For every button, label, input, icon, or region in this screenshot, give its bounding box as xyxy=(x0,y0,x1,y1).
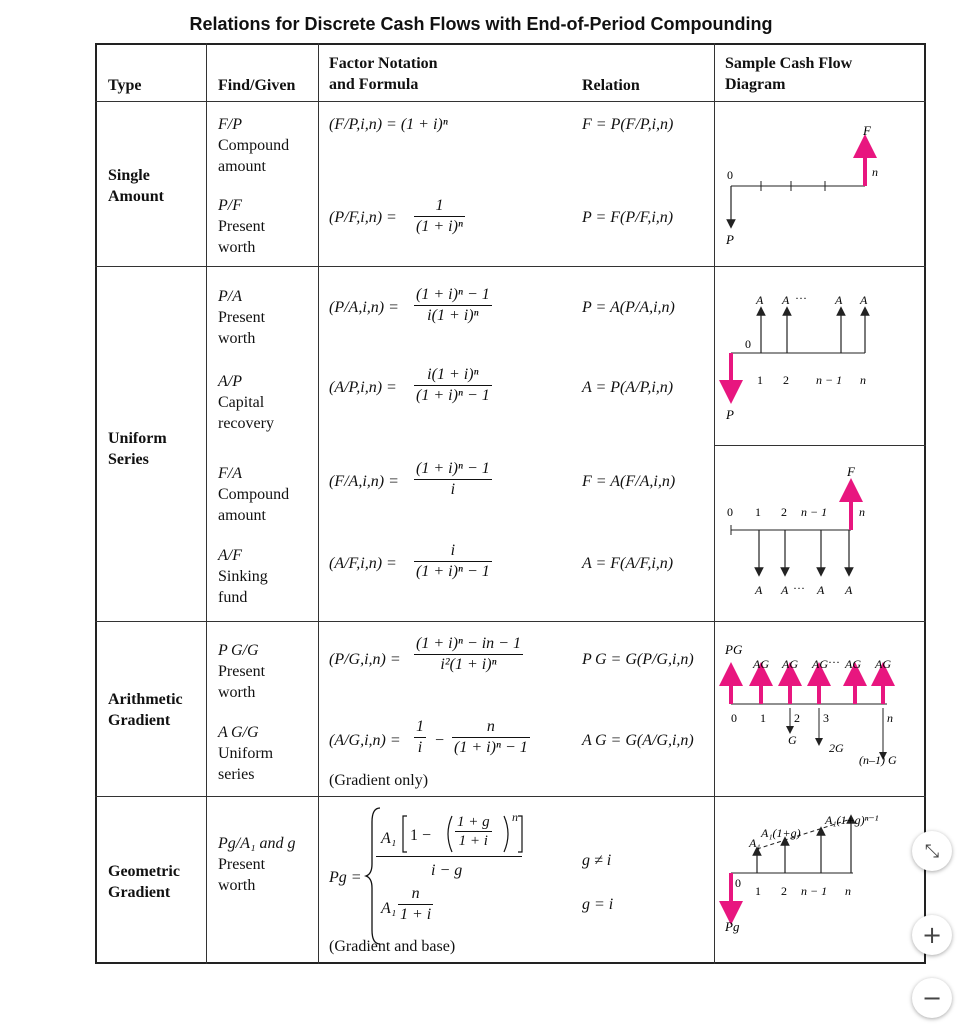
label-n: n xyxy=(872,165,878,179)
label-AG: AG xyxy=(875,657,891,671)
relation-fa: F = A(F/A,i,n) xyxy=(582,473,676,490)
label-dots: ··· xyxy=(828,655,840,669)
formula-geo-n-fraction: $\frac{n}{1 + i}$ xyxy=(400,885,432,923)
formula-pa-lhs: (P/A,i,n) = xyxy=(329,299,399,316)
formula-geo-lhs: Pg = xyxy=(329,869,362,886)
plus-icon: + xyxy=(921,921,943,949)
label-A: A xyxy=(845,583,853,597)
formula-ag-lhs: (A/G,i,n) = xyxy=(329,732,401,749)
factor-code: P/A xyxy=(218,288,242,305)
factor-desc: Present xyxy=(218,218,266,235)
formula-fp: (F/P,i,n) = (1 + i)ⁿ xyxy=(329,116,448,133)
relation-geo-cond2: g = i xyxy=(582,896,614,913)
factor-code: Pg/A₁ and g xyxy=(218,835,296,852)
relation-pg: P G = G(P/G,i,n) xyxy=(582,651,694,668)
type-geometric: Geometric xyxy=(108,863,180,880)
formula-pf-fraction: $\frac{1}{\text{(1 + i)ⁿ}}$ xyxy=(416,197,463,235)
factor-desc: Present xyxy=(218,309,266,326)
formula-geo-one-minus: 1 − xyxy=(410,827,432,844)
label-AG: AG xyxy=(812,657,828,671)
label-one: 1 xyxy=(757,373,763,387)
label-AG: AG xyxy=(845,657,861,671)
factor-code: A G/G xyxy=(218,724,259,741)
formula-ag-note: (Gradient only) xyxy=(329,772,429,789)
relation-af: A = F(A/F,i,n) xyxy=(582,555,674,572)
header-diagram-l2: Diagram xyxy=(725,76,786,93)
formula-af-fraction: $\frac{i}{\text{(1 + i)ⁿ − 1}}$ xyxy=(416,542,490,580)
relation-ap: A = P(A/P,i,n) xyxy=(582,379,674,396)
label-n: n xyxy=(845,884,851,898)
formula-pg-lhs: (P/G,i,n) = xyxy=(329,651,401,668)
formula-pg-fraction: $\frac{\text{(1 + i)ⁿ − in − 1}}{\text{i²(1 + i)ⁿ}}$ xyxy=(416,635,521,673)
type-arithmetic: Gradient xyxy=(108,712,171,729)
factor-desc: Compound xyxy=(218,486,290,503)
label-dots: ··· xyxy=(795,291,807,305)
formula-pa-fraction: $\frac{\text{(1 + i)ⁿ − 1}}{\text{i(1 + i)ⁿ}}$ xyxy=(416,286,490,324)
label-one: 1 xyxy=(755,505,761,519)
label-A: A xyxy=(755,583,763,597)
type-uniform: Uniform xyxy=(108,430,167,447)
label-AG: AG xyxy=(753,657,769,671)
label-A1-1g-n: A₁(1+g)ⁿ⁻¹ xyxy=(825,813,879,827)
formula-geo-a1: A₁ xyxy=(381,900,397,917)
label-three: 3 xyxy=(823,711,829,725)
formula-af-lhs: (A/F,i,n) = xyxy=(329,555,397,572)
label-zero: 0 xyxy=(731,711,737,725)
label-A: A xyxy=(781,583,789,597)
type-single: Single xyxy=(108,167,150,184)
formula-ag-fraction-1: $\frac{1}{i}$ xyxy=(416,718,424,756)
factor-code: P G/G xyxy=(218,642,259,659)
formula-geo-exp: n xyxy=(512,810,518,824)
label-F: F xyxy=(847,464,855,479)
formula-geo-note: (Gradient and base) xyxy=(329,938,456,955)
diagram-single-amount xyxy=(715,102,925,266)
formula-geo-bar xyxy=(376,856,522,857)
factor-desc: series xyxy=(218,766,255,783)
factor-desc: worth xyxy=(218,330,256,347)
formula-geo-ratio: $\frac{1 + g}{1 + i}$ xyxy=(457,814,490,849)
column-divider xyxy=(206,43,207,964)
label-A: A xyxy=(835,293,843,307)
label-zero: 0 xyxy=(745,337,751,351)
label-PG: PG xyxy=(725,642,743,657)
label-two: 2 xyxy=(781,884,787,898)
label-one: 1 xyxy=(760,711,766,725)
formula-fa-lhs: (F/A,i,n) = xyxy=(329,473,399,490)
formula-geo-den: i − g xyxy=(431,862,463,879)
factor-desc: Present xyxy=(218,856,266,873)
label-A: A xyxy=(860,293,868,307)
factor-code: F/A xyxy=(218,465,242,482)
formula-pf-lhs: (P/F,i,n) = xyxy=(329,209,397,226)
diagram-uniform-present xyxy=(715,267,925,445)
header-relation: Relation xyxy=(582,77,640,94)
label-two: 2 xyxy=(783,373,789,387)
formula-geo-brace xyxy=(364,806,384,946)
label-n-minus-1: n − 1 xyxy=(801,884,828,898)
label-A1-1g: A₁(1+g) xyxy=(761,826,801,840)
factor-desc: recovery xyxy=(218,415,274,432)
fit-to-screen-button[interactable] xyxy=(912,831,952,871)
diagram-uniform-future xyxy=(715,446,925,621)
factor-code: A/P xyxy=(218,373,242,390)
factor-desc: worth xyxy=(218,877,256,894)
label-A: A xyxy=(782,293,790,307)
diagram-geometric-gradient xyxy=(715,797,925,963)
label-G: G xyxy=(788,733,797,747)
factor-code: F/P xyxy=(218,116,242,133)
formula-ag-minus: − xyxy=(435,732,445,749)
label-n-minus-1: n − 1 xyxy=(801,505,828,519)
label-zero: 0 xyxy=(727,168,733,182)
label-A: A xyxy=(817,583,825,597)
header-factor-l2: and Formula xyxy=(329,76,419,93)
label-A: A xyxy=(756,293,764,307)
header-diagram-l1: Sample Cash Flow xyxy=(725,55,853,72)
factor-desc: Compound xyxy=(218,137,290,154)
label-P: P xyxy=(726,407,734,422)
relation-fp: F = P(F/P,i,n) xyxy=(582,116,674,133)
relation-geo-cond1: g ≠ i xyxy=(582,852,612,869)
formula-ag-fraction-2: $\frac{n}{\text{(1 + i)ⁿ − 1}}$ xyxy=(454,718,528,756)
label-AG: AG xyxy=(782,657,798,671)
relation-pa: P = A(P/A,i,n) xyxy=(582,299,675,316)
zoom-out-button[interactable] xyxy=(912,978,952,1018)
formula-fa-fraction: $\frac{\text{(1 + i)ⁿ − 1}}{i}$ xyxy=(416,460,490,498)
factor-desc: worth xyxy=(218,684,256,701)
label-zero: 0 xyxy=(735,876,741,890)
label-two: 2 xyxy=(794,711,800,725)
factor-desc: Present xyxy=(218,663,266,680)
formula-geo-a1: A₁ xyxy=(381,830,397,847)
label-two: 2 xyxy=(781,505,787,519)
factor-desc: worth xyxy=(218,239,256,256)
label-n: n xyxy=(859,505,865,519)
formula-ap-fraction: $\frac{\text{i(1 + i)ⁿ}}{\text{(1 + i)ⁿ − 1}}$ xyxy=(416,366,490,404)
label-n: n xyxy=(887,711,893,725)
formula-ap-lhs: (A/P,i,n) = xyxy=(329,379,397,396)
factor-code: A/F xyxy=(218,547,242,564)
label-Pg: Pg xyxy=(725,919,740,934)
label-zero: 0 xyxy=(727,505,733,519)
relation-pf: P = F(P/F,i,n) xyxy=(582,209,674,226)
label-F: F xyxy=(863,123,871,138)
header-factor-l1: Factor Notation xyxy=(329,55,438,72)
factor-desc: Sinking xyxy=(218,568,268,585)
type-uniform: Series xyxy=(108,451,149,468)
header-type: Type xyxy=(108,77,142,94)
type-arithmetic: Arithmetic xyxy=(108,691,183,708)
factor-desc: Uniform xyxy=(218,745,274,762)
zoom-in-button[interactable] xyxy=(912,915,952,955)
relation-ag: A G = G(A/G,i,n) xyxy=(582,732,694,749)
page-title: Relations for Discrete Cash Flows with End-of-Period Compounding xyxy=(189,14,773,34)
header-find-given: Find/Given xyxy=(218,77,296,94)
diagram-arithmetic-gradient xyxy=(715,622,925,796)
factor-desc: Capital xyxy=(218,394,265,411)
factor-code: P/F xyxy=(218,197,242,214)
label-n-minus-1-G: (n–1) G xyxy=(859,753,897,767)
factor-desc: amount xyxy=(218,158,266,175)
factor-desc: fund xyxy=(218,589,248,606)
type-single: Amount xyxy=(108,188,165,205)
label-n-minus-1: n − 1 xyxy=(816,373,843,387)
column-divider xyxy=(318,43,319,964)
label-one: 1 xyxy=(755,884,761,898)
label-2G: 2G xyxy=(829,741,844,755)
label-P: P xyxy=(726,232,734,247)
label-dots: ··· xyxy=(793,581,805,595)
label-A1: A₁ xyxy=(749,836,761,850)
fit-screen-icon: ⤡ xyxy=(924,840,940,862)
type-geometric: Gradient xyxy=(108,884,171,901)
minus-icon: − xyxy=(921,984,943,1012)
factor-desc: amount xyxy=(218,507,266,524)
label-n: n xyxy=(860,373,866,387)
